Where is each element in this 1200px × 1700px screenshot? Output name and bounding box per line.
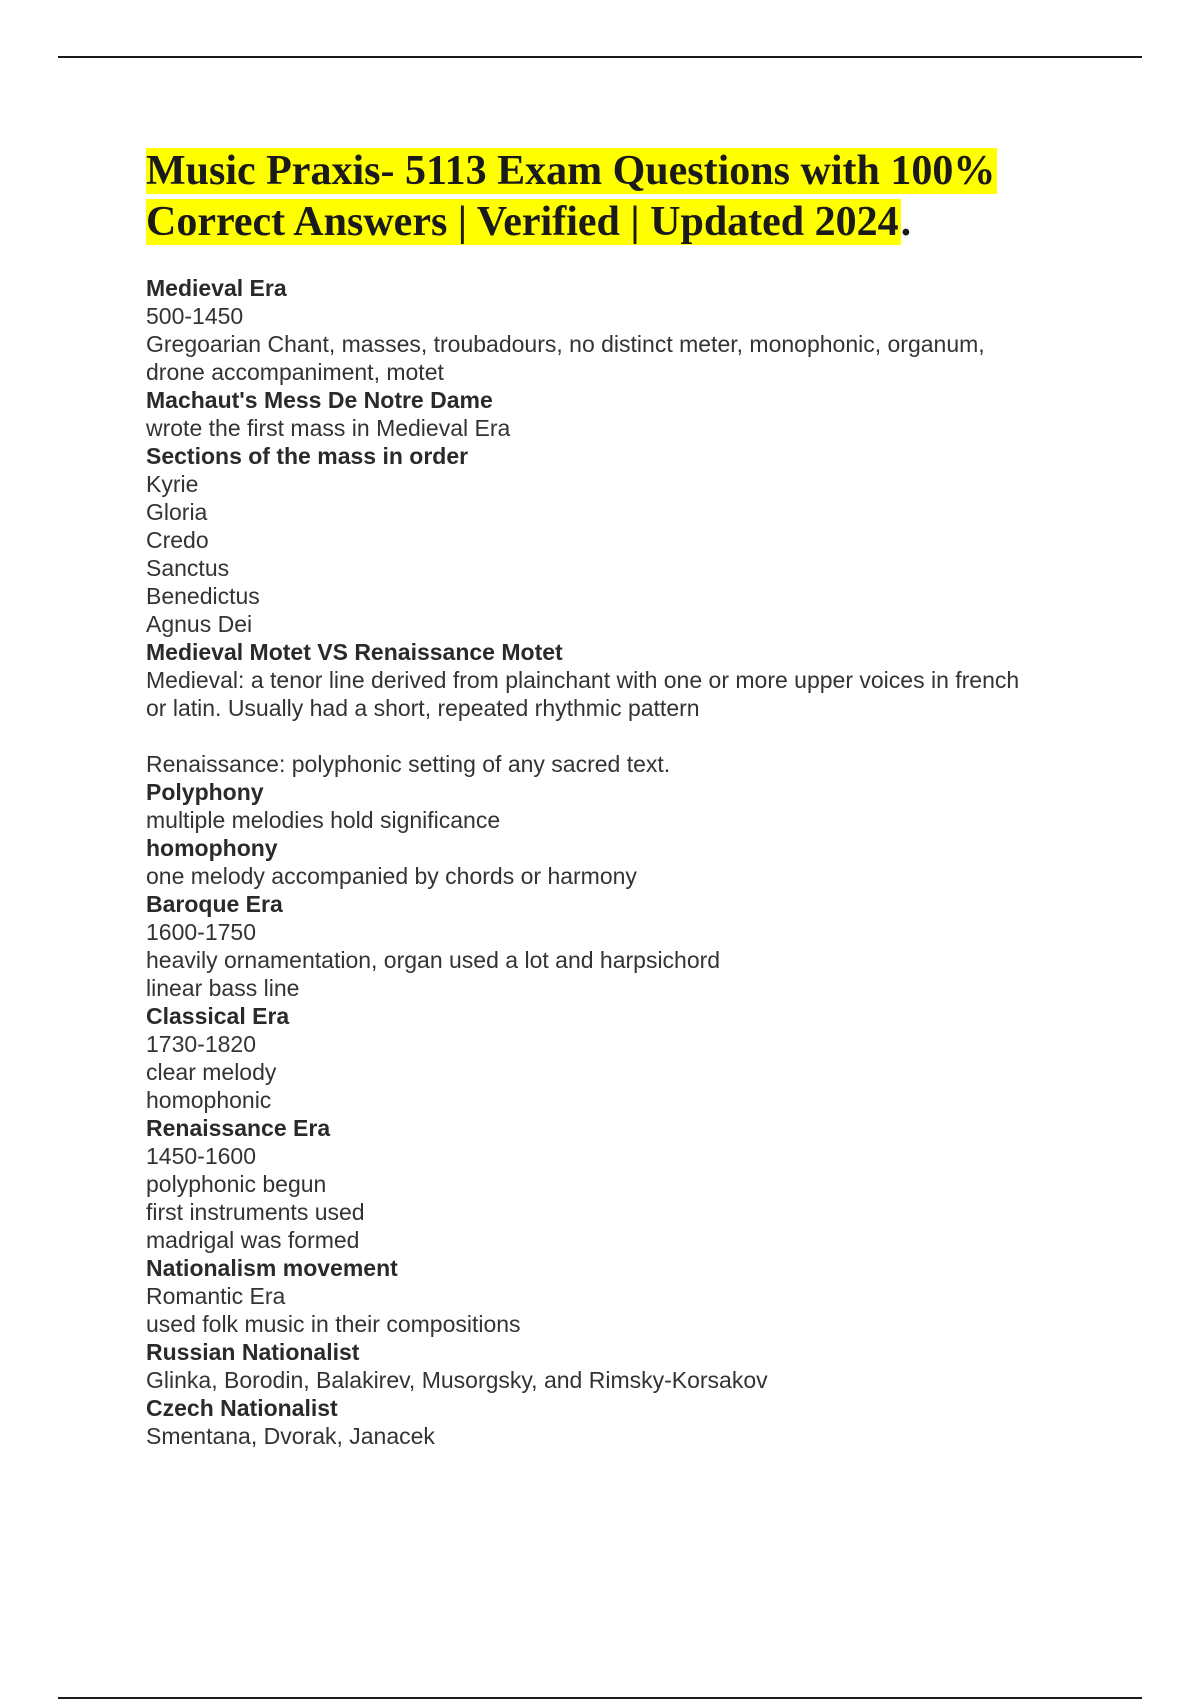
entry-definition-line: 1450-1600 xyxy=(146,1143,256,1169)
document-body xyxy=(146,146,1086,1450)
entry-definition-line: Gloria xyxy=(146,499,208,525)
entry-definition-line: multiple melodies hold significance xyxy=(146,807,501,833)
entry xyxy=(146,890,1086,1002)
entry xyxy=(146,1338,1086,1394)
entry-definition-line: Medieval: a tenor line derived from plainchant with one or more upper voices in french xyxy=(146,667,1020,693)
entry-definition-line: Benedictus xyxy=(146,583,260,609)
entry-definition-line: homophonic xyxy=(146,1087,272,1113)
entry-definition-line: first instruments used xyxy=(146,1199,365,1225)
entry-term: Renaissance Era xyxy=(146,1115,331,1141)
entry xyxy=(146,274,1086,386)
entry xyxy=(146,1114,1086,1254)
entry-term: Classical Era xyxy=(146,1003,290,1029)
entry-term: Baroque Era xyxy=(146,891,283,917)
entry-definition-line: 1730-1820 xyxy=(146,1031,256,1057)
entry-term: Medieval Era xyxy=(146,275,287,301)
entry-definition-line: madrigal was formed xyxy=(146,1227,360,1253)
entry-term: homophony xyxy=(146,835,278,861)
document-title xyxy=(146,146,1086,248)
entry-definition-line: Romantic Era xyxy=(146,1283,286,1309)
entry-term: Machaut's Mess De Notre Dame xyxy=(146,387,493,413)
entry-term: Sections of the mass in order xyxy=(146,443,469,469)
entry-term: Medieval Motet VS Renaissance Motet xyxy=(146,639,563,665)
entry xyxy=(146,386,1086,442)
entry-definition-line: one melody accompanied by chords or harmony xyxy=(146,863,637,889)
entry xyxy=(146,778,1086,834)
top-rule xyxy=(58,56,1142,58)
entry-term: Russian Nationalist xyxy=(146,1339,360,1365)
entry-definition-line: clear melody xyxy=(146,1059,277,1085)
entry-term: Nationalism movement xyxy=(146,1255,398,1281)
entry-term: Polyphony xyxy=(146,779,264,805)
entry-definition-line: drone accompaniment, motet xyxy=(146,359,444,385)
blank-line xyxy=(146,722,1086,750)
entry xyxy=(146,1254,1086,1338)
entry xyxy=(146,1002,1086,1114)
entry xyxy=(146,638,1086,778)
entries-list xyxy=(146,274,1086,1450)
entry-definition-line: polyphonic begun xyxy=(146,1171,327,1197)
entry-definition-line: Smentana, Dvorak, Janacek xyxy=(146,1423,435,1449)
title-end: . xyxy=(900,199,912,245)
title-line-1: Music Praxis- 5113 Exam Questions with 100% xyxy=(146,148,996,194)
entry-definition-line: wrote the first mass in Medieval Era xyxy=(146,415,511,441)
entry-definition-line: Renaissance: polyphonic setting of any sacred text. xyxy=(146,751,671,777)
entry-definition-line: Sanctus xyxy=(146,555,230,581)
entry-definition-line: Glinka, Borodin, Balakirev, Musorgsky, and Rimsky-Korsakov xyxy=(146,1367,768,1393)
entry-definition-line: Gregoarian Chant, masses, troubadours, no distinct meter, monophonic, organum, xyxy=(146,331,985,357)
entry-definition-line: or latin. Usually had a short, repeated rhythmic pattern xyxy=(146,695,700,721)
entry-definition-line: Kyrie xyxy=(146,471,199,497)
entry-definition-line: used folk music in their compositions xyxy=(146,1311,521,1337)
entry-definition-line: Agnus Dei xyxy=(146,611,253,637)
bottom-rule xyxy=(58,1697,1142,1699)
entry-definition-line: heavily ornamentation, organ used a lot and harpsichord xyxy=(146,947,721,973)
entry-definition-line: linear bass line xyxy=(146,975,300,1001)
entry xyxy=(146,1394,1086,1450)
entry xyxy=(146,442,1086,638)
entry-definition-line: Credo xyxy=(146,527,209,553)
entry-term: Czech Nationalist xyxy=(146,1395,338,1421)
title-highlight xyxy=(146,148,997,245)
title-line-2: Correct Answers | Verified | Updated 2024 xyxy=(146,199,899,245)
entry-definition-line: 1600-1750 xyxy=(146,919,256,945)
entry-definition-line: 500-1450 xyxy=(146,303,244,329)
entry xyxy=(146,834,1086,890)
